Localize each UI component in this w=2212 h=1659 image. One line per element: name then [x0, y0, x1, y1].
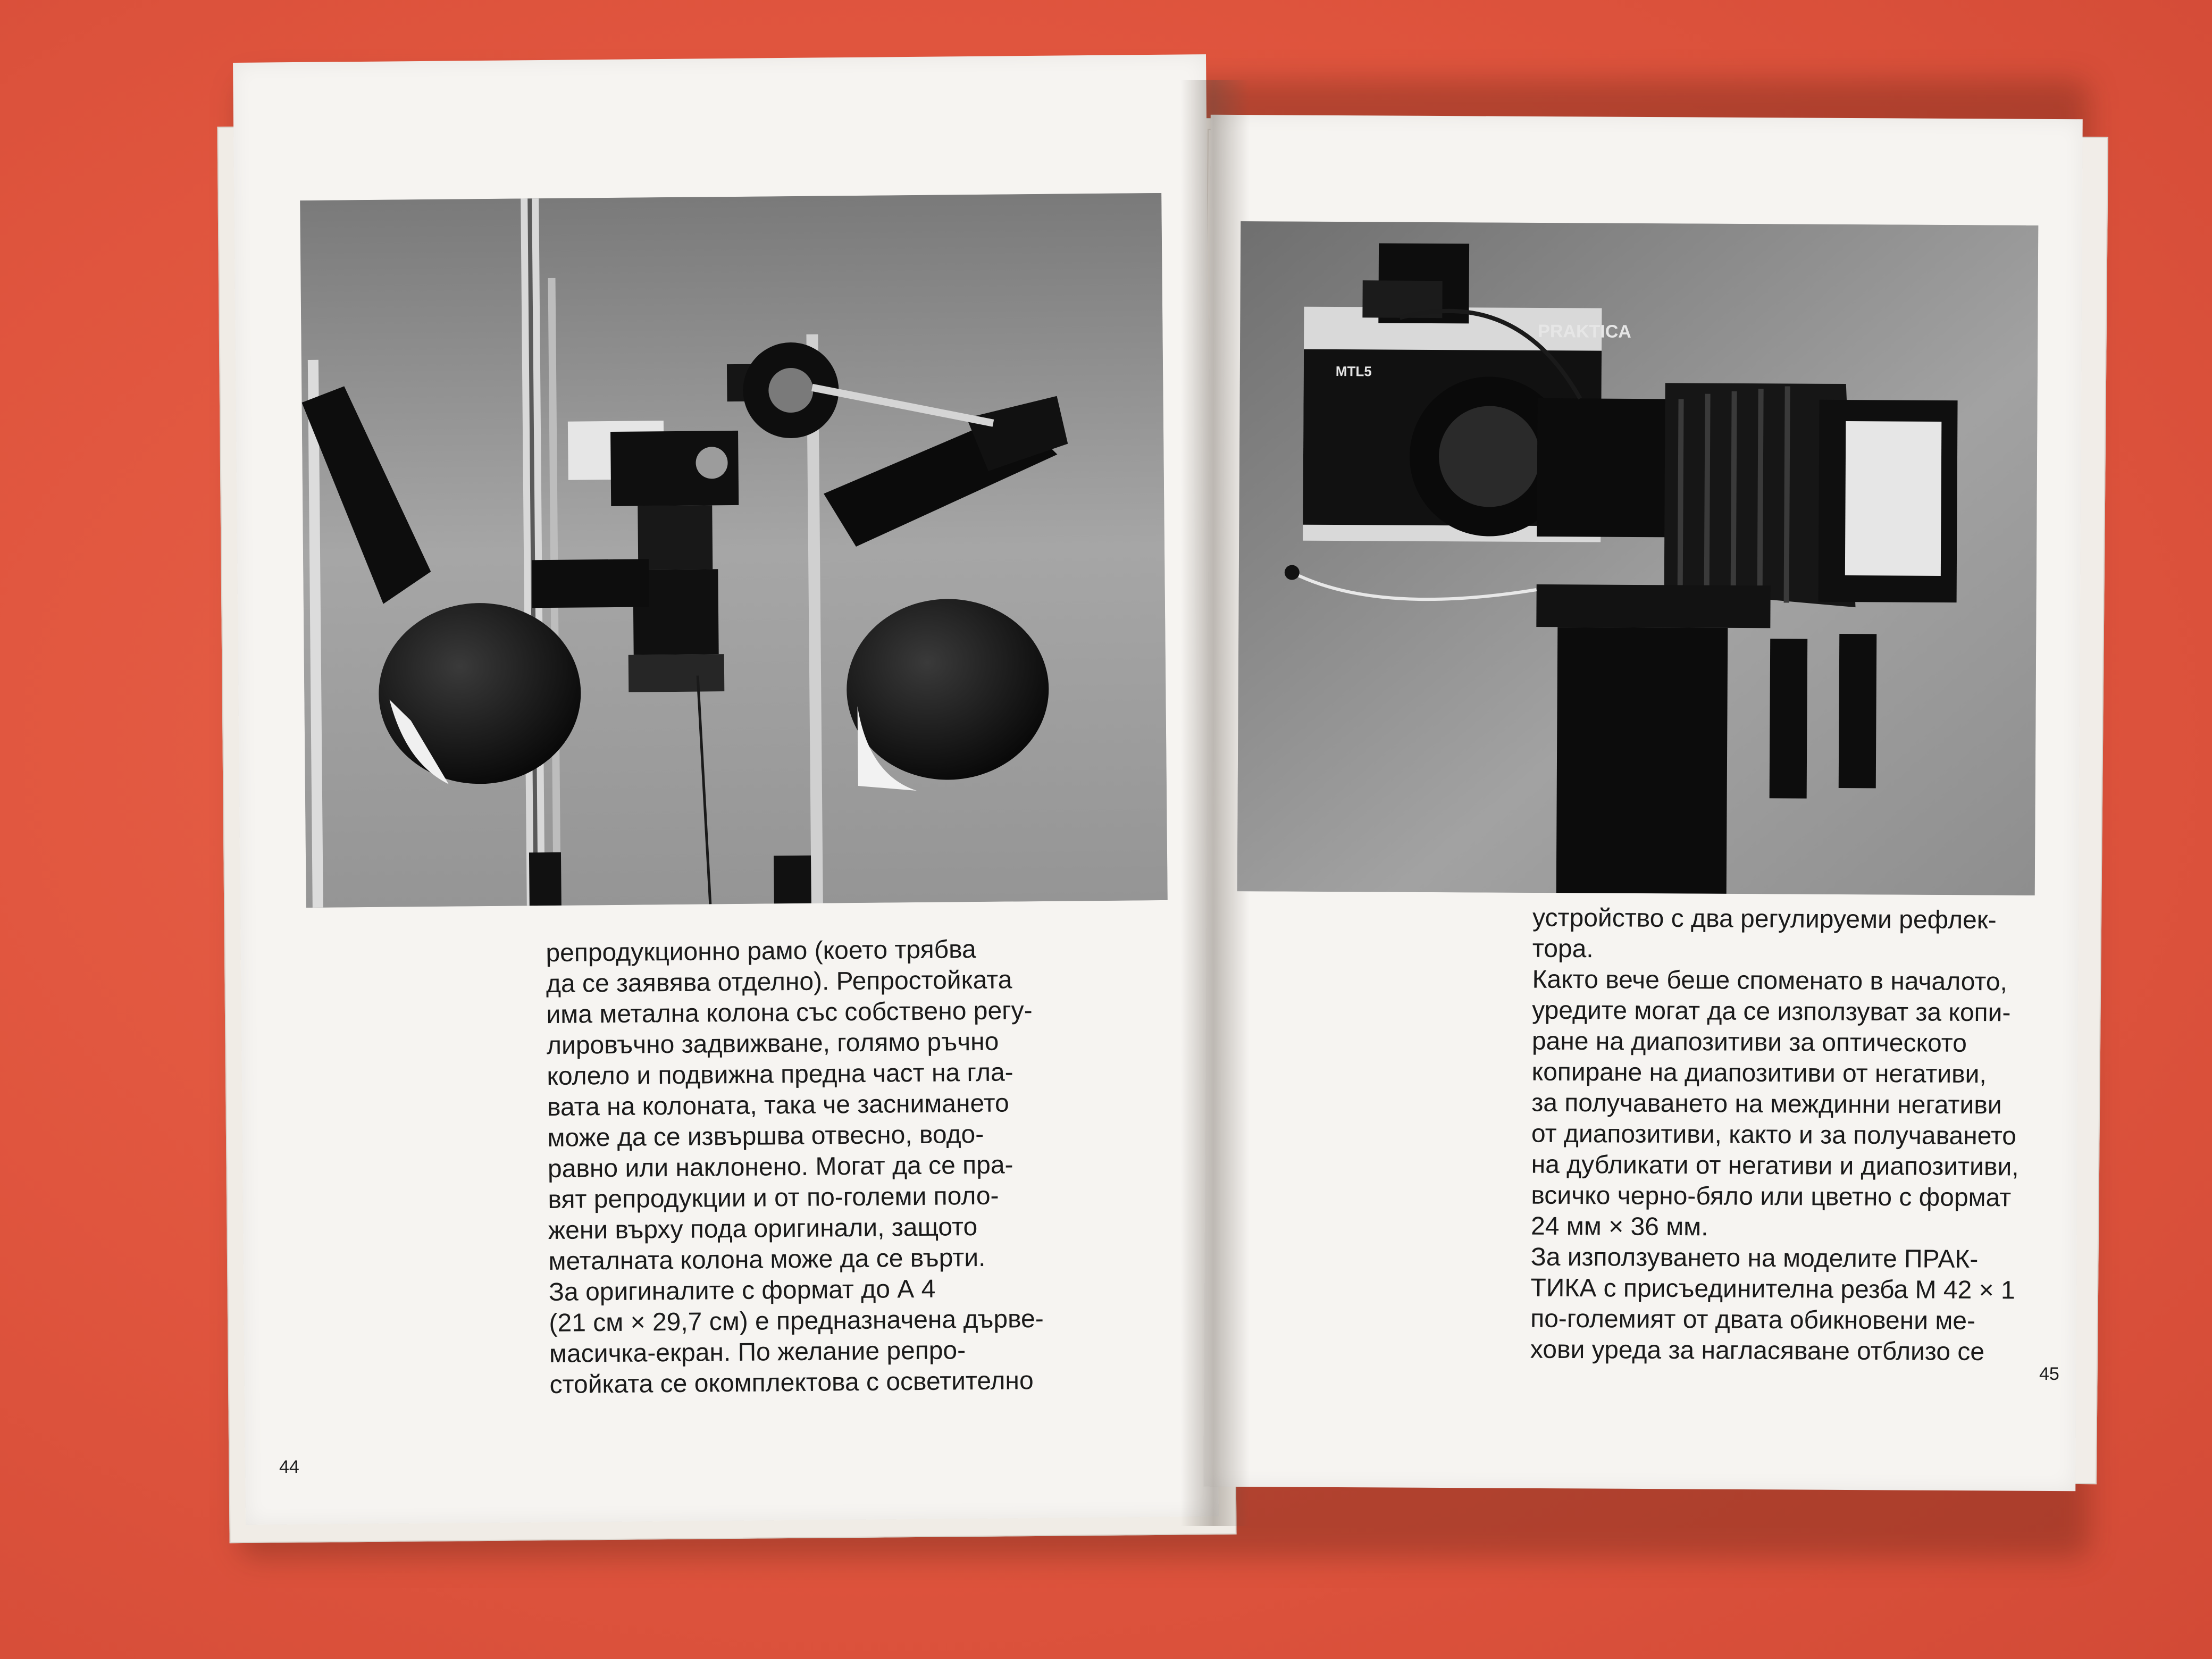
right-page-number: 45 [2039, 1364, 2059, 1384]
text-line: Както вече беше споменато в началото, [1532, 965, 2007, 996]
reproduction-stand-photo [300, 193, 1168, 908]
text-line: стойката се окомплектова с осветително [549, 1367, 1034, 1400]
text-line: всичко черно-бяло или цветно с формат [1531, 1181, 2012, 1212]
text-line: за получаването на междинни негативи [1531, 1088, 2002, 1120]
left-page-text [546, 934, 1044, 1401]
text-line: да се заявява отделно). Репростойката [546, 966, 1012, 999]
text-line: устройство с два регулируеми рефлек- [1532, 903, 1997, 935]
text-line: тора. [1532, 934, 1594, 963]
text-line: копиране на диапозитиви от негативи, [1531, 1058, 1987, 1089]
text-line: металната колона може да се върти. [548, 1243, 986, 1276]
text-line: масичка-екран. По желание репро- [549, 1336, 966, 1369]
text-line: За използуването на моделите ПРАК- [1530, 1243, 1979, 1274]
text-line: по-големият от двата обикновени ме- [1530, 1304, 1976, 1335]
text-line: уредите могат да се използуват за копи- [1532, 996, 2011, 1027]
text-line: равно или наклонено. Могат да се пра- [547, 1151, 1013, 1184]
text-line: има метална колона със собствено регу- [546, 996, 1033, 1029]
text-line: ране на диапозитиви за оптическото [1531, 1027, 1967, 1058]
text-line: 24 мм × 36 мм. [1530, 1212, 1708, 1242]
text-line: (21 см × 29,7 см) е предназначена дърве- [549, 1304, 1044, 1338]
text-line: жени върху пода оригинали, защото [548, 1213, 978, 1245]
text-line: хови уреда за нагласяване отблизо се [1530, 1335, 1985, 1367]
text-line: лировъчно задвижване, голямо ръчно [546, 1027, 999, 1060]
text-line: от диапозитиви, както и за получаването [1531, 1119, 2017, 1151]
camera-model-label: MTL5 [1335, 363, 1372, 380]
text-line: За оригиналите с формат до А 4 [548, 1275, 936, 1307]
left-page-number: 44 [279, 1457, 299, 1477]
text-line: репродукционно рамо (което трябва [546, 935, 976, 968]
text-line: на дубликати от негативи и диапозитиви, [1531, 1150, 2019, 1182]
text-line: ТИКА с присъединителна резба М 42 × 1 [1530, 1273, 2015, 1305]
text-line: вата на колоната, така че заснимането [547, 1089, 1009, 1122]
text-line: може да се извършва отвесно, водо- [547, 1120, 984, 1153]
text-line: вят репродукции и от по-големи поло- [548, 1182, 999, 1214]
camera-brand-label: PRAKTICA [1538, 321, 1632, 342]
camera-bellows-photo [1237, 221, 2039, 895]
right-page-text [1530, 903, 2020, 1368]
text-line: колело и подвижна предна част на гла- [547, 1058, 1013, 1091]
